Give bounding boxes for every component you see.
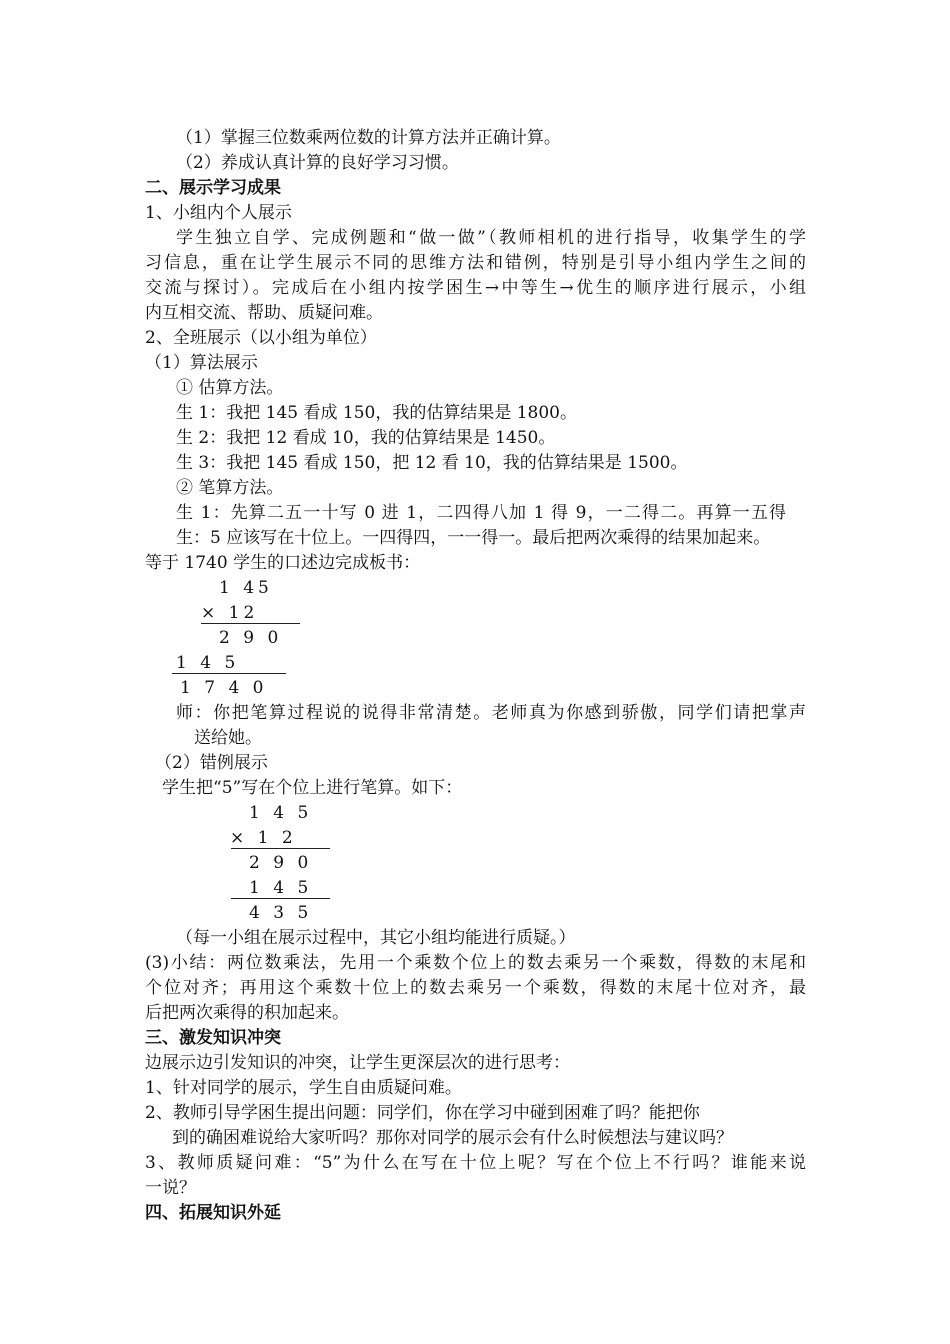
- multiplier: × 1 2: [230, 828, 297, 848]
- summary-line: (3)小结：两位数乘法，先用一个乘数个位上的数去乘另一个乘数，得数的末尾和: [145, 953, 806, 973]
- divider-line: [201, 623, 300, 624]
- paragraph-line: 交流与探讨）。完成后在小组内按学困生→中等生→优生的顺序进行展示，小组: [145, 278, 806, 298]
- partial-product: 2 9 0: [219, 628, 283, 648]
- section-3-item-1: 1、针对同学的展示，学生自由质疑问难。: [145, 1078, 462, 1098]
- error-example-heading: （2）错例展示: [155, 753, 268, 773]
- divider-line: [172, 673, 286, 674]
- paragraph-line: 习信息，重在让学生展示不同的思维方法和错例，特别是引导小组内学生之间的: [145, 253, 806, 273]
- partial-product: 1 4 5: [249, 878, 313, 898]
- error-example-description: 学生把“5”写在个位上进行笔算。如下：: [162, 778, 463, 798]
- summary-line: 后把两次乘得的积加起来。: [145, 1003, 349, 1023]
- section-3-item-3-cont: 一说？: [145, 1178, 196, 1198]
- divider-line: [231, 848, 330, 849]
- paragraph-line: 学生独立自学、完成例题和“做一做”（教师相机的进行指导，收集学生的学: [176, 228, 806, 248]
- multiplicand: 1 45: [219, 578, 273, 598]
- product-result: 1 7 4 0: [180, 678, 268, 698]
- summary-line: 个位对齐；再用这个乘数十位上的数去乘另一个乘数，得数的末尾十位对齐，最: [145, 978, 806, 998]
- subsection-2-2: 2、全班展示（以小组为单位）: [145, 328, 377, 348]
- goal-1: （1）掌握三位数乘两位数的计算方法并正确计算。: [176, 128, 561, 148]
- partial-product: 1 4 5: [176, 653, 240, 673]
- student-explanation: 生 1：先算二五一十写 0 进 1，二四得八加 1 得 9，一二得二。再算一五得: [176, 503, 786, 523]
- multiplier: × 12: [201, 603, 259, 623]
- student-answer: 生 2：我把 12 看成 10，我的估算结果是 1450。: [176, 428, 556, 448]
- teacher-comment: 送给她。: [194, 728, 262, 748]
- partial-product: 2 9 0: [249, 853, 313, 873]
- multiplicand: 1 4 5: [249, 803, 313, 823]
- divider-line: [231, 898, 330, 899]
- section-3-intro: 边展示边引发知识的冲突，让学生更深层次的进行思考：: [145, 1053, 570, 1073]
- section-3-item-2: 2、教师引导学困生提出问题：同学们，你在学习中碰到困难了吗？能把你: [145, 1103, 700, 1123]
- goal-2: （2）养成认真计算的良好学习习惯。: [176, 153, 459, 173]
- paragraph-line: 内互相交流、帮助、质疑问难。: [145, 303, 383, 323]
- student-explanation: 生：5 应该写在十位上。一四得四，一一得一。最后把两次乘得的结果加起来。: [176, 528, 771, 548]
- section-3-item-3: 3、教师质疑问难：“5”为什么在写在十位上呢？写在个位上不行吗？谁能来说: [145, 1153, 806, 1173]
- product-result: 4 3 5: [249, 903, 313, 923]
- section-3-heading: 三、激发知识冲突: [145, 1028, 281, 1048]
- student-explanation: 等于 1740 学生的口述边完成板书：: [145, 553, 421, 573]
- estimation-heading: ① 估算方法。: [176, 378, 284, 398]
- student-answer: 生 3：我把 145 看成 150，把 12 看 10，我的估算结果是 1500。: [176, 453, 688, 473]
- section-4-heading: 四、拓展知识外延: [145, 1203, 281, 1223]
- written-method-heading: ② 笔算方法。: [176, 478, 284, 498]
- section-3-item-2-cont: 到的确困难说给大家听吗？那你对同学的展示会有什么时候想法与建议吗？: [172, 1128, 733, 1148]
- subsection-2-1: 1、小组内个人展示: [145, 203, 292, 223]
- teacher-comment: 师：你把笔算过程说的说得非常清楚。老师真为你感到骄傲，同学们请把掌声: [176, 703, 806, 723]
- student-answer: 生 1：我把 145 看成 150，我的估算结果是 1800。: [176, 403, 577, 423]
- note: （每一小组在展示过程中，其它小组均能进行质疑。）: [176, 928, 576, 948]
- algorithm-heading: （1）算法展示: [145, 353, 258, 373]
- section-2-heading: 二、展示学习成果: [145, 178, 281, 198]
